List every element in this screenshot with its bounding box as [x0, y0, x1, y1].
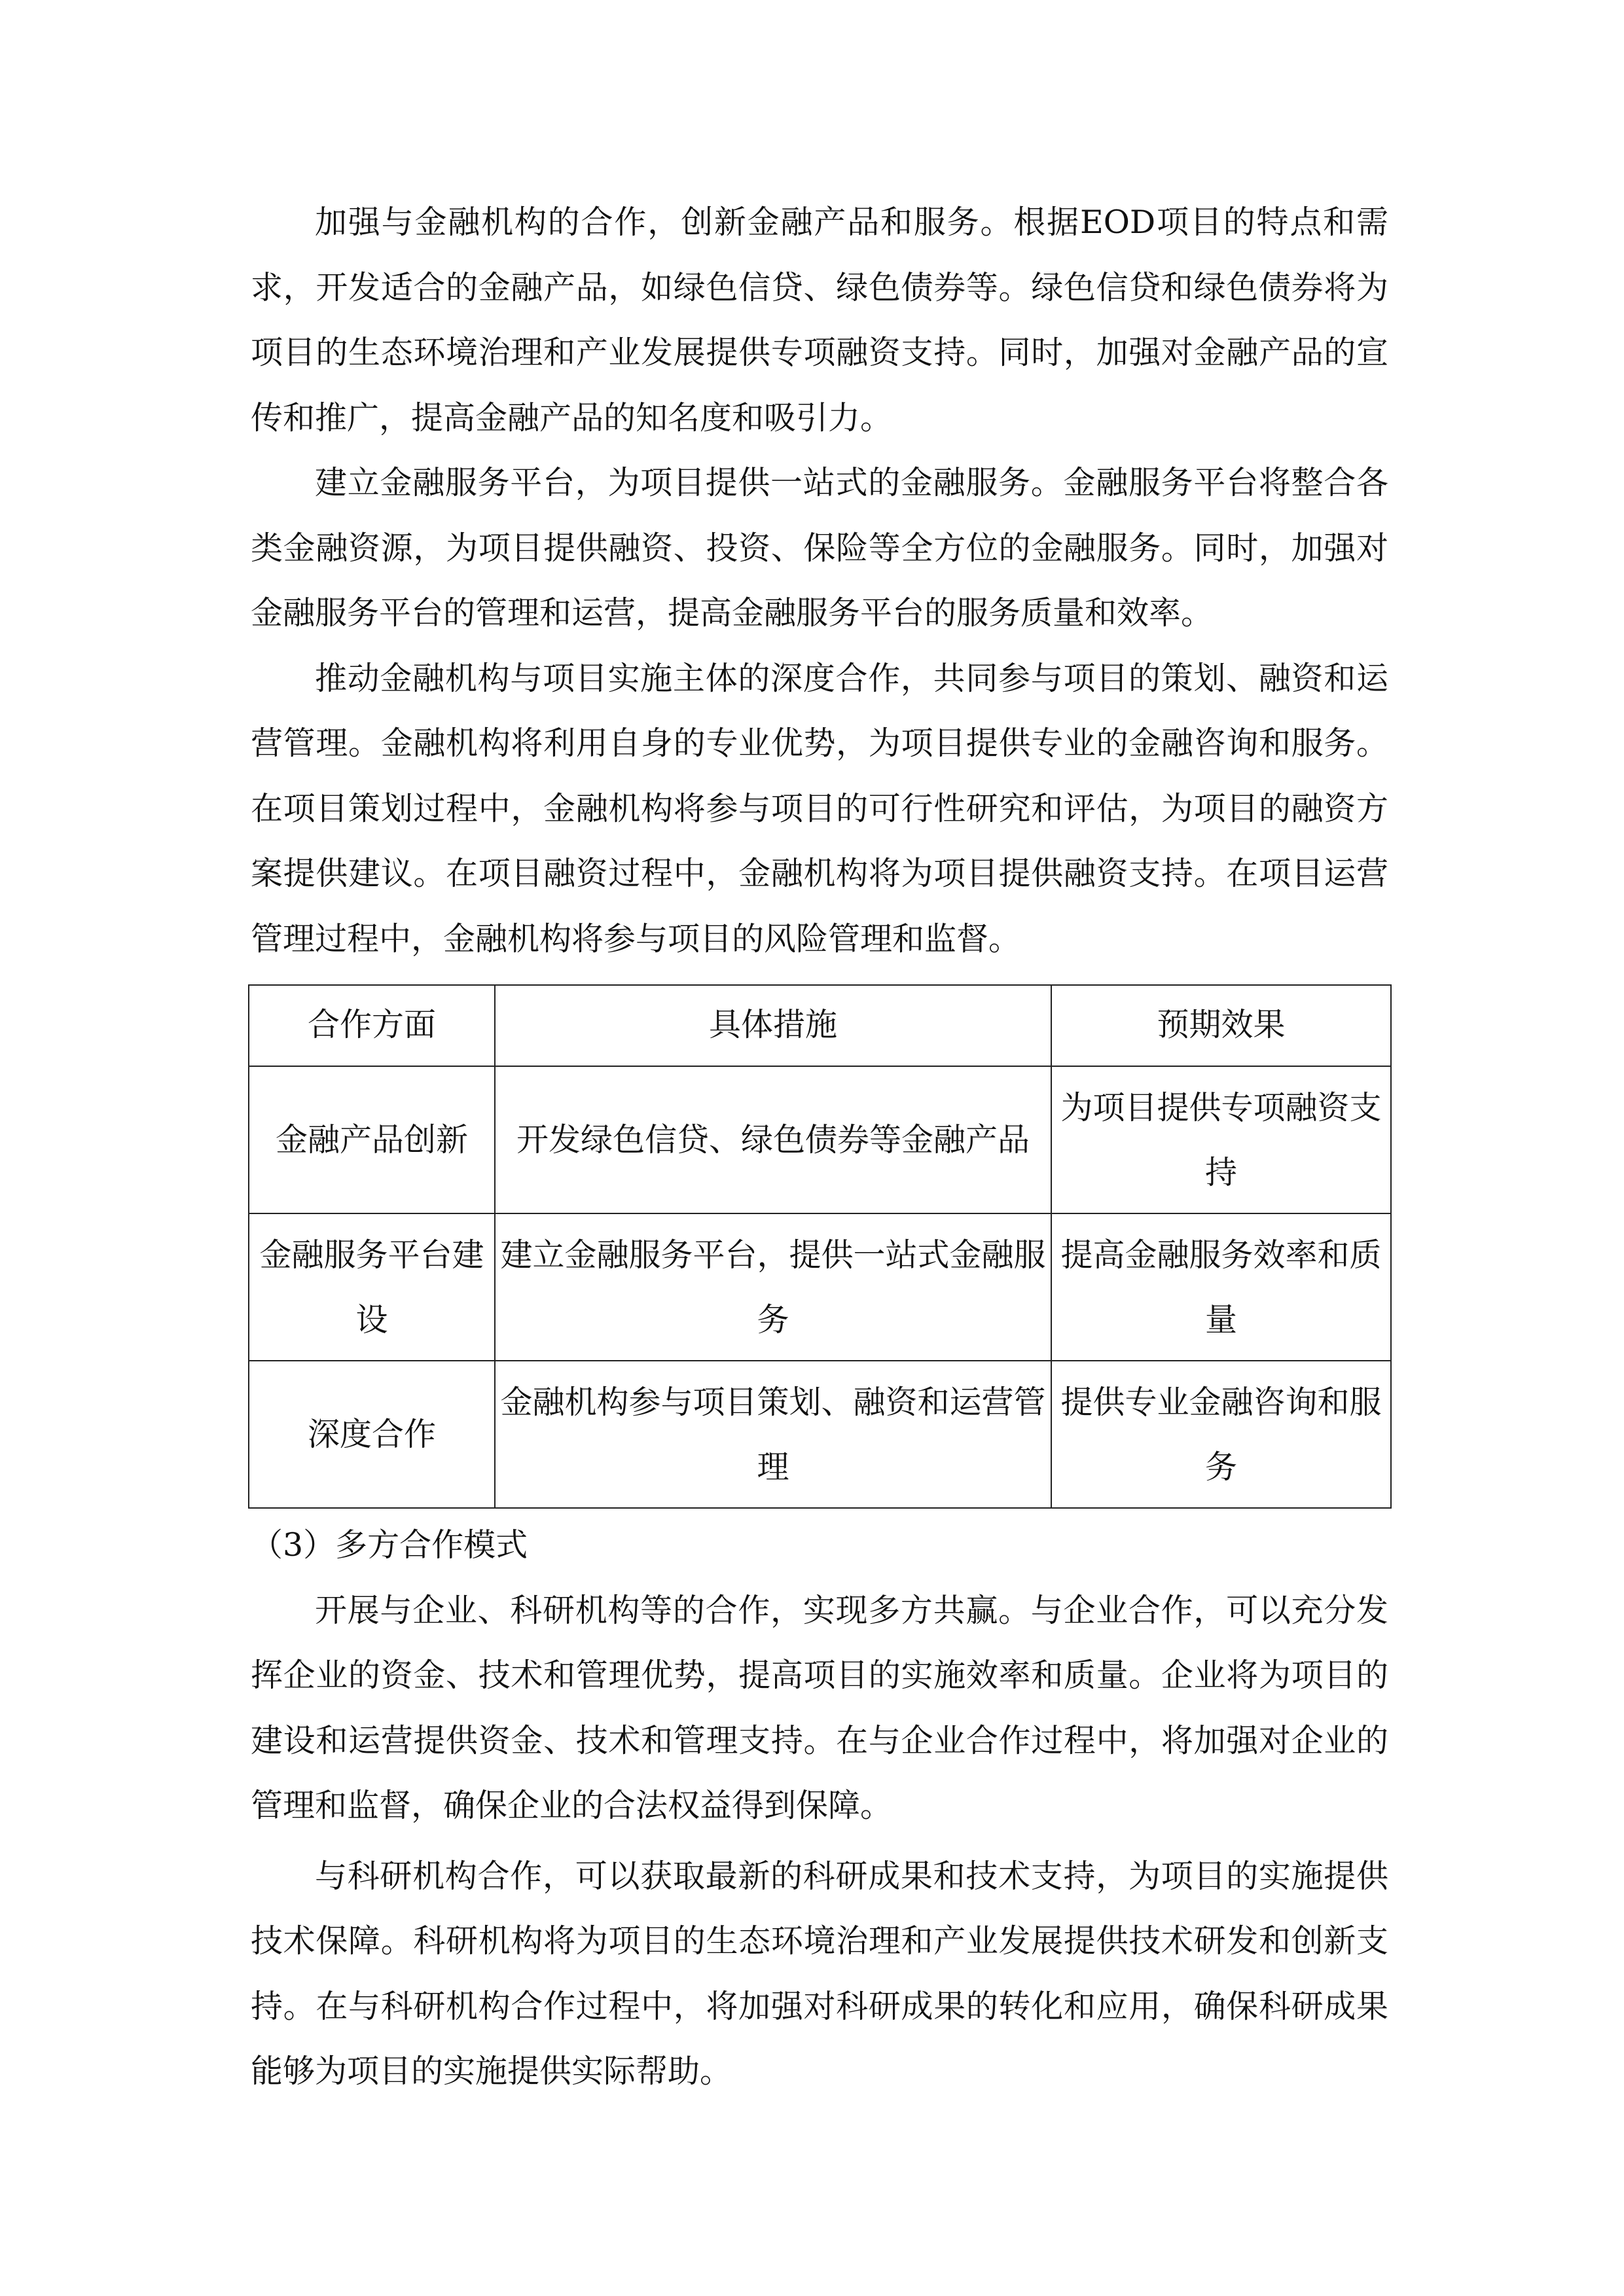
table-header: 预期效果 [1051, 985, 1391, 1066]
table-cell: 金融机构参与项目策划、融资和运营管理 [495, 1361, 1051, 1508]
table-header: 合作方面 [249, 985, 495, 1066]
table-cell: 提供专业金融咨询和服务 [1051, 1361, 1391, 1508]
body-text-bottom [251, 1513, 1388, 2104]
table-row [249, 1213, 1391, 1361]
table-header-row [249, 985, 1391, 1066]
table-cell: 金融服务平台建设 [249, 1213, 495, 1361]
table-cell: 为项目提供专项融资支持 [1051, 1066, 1391, 1213]
paragraph: 与科研机构合作，可以获取最新的科研成果和技术支持，为项目的实施提供技术保障。科研机构将为项目的生态环境治理和产业发展提供技术研发和创新支持。在与科研机构合作过程中，将加强对科研成果的转化和应用，确保科研成果能够为项目的实施提供实际帮助。 [251, 1857, 1388, 2090]
table-row [249, 1066, 1391, 1213]
body-text-top [251, 190, 1388, 971]
table-cell: 建立金融服务平台，提供一站式金融服务 [495, 1213, 1051, 1361]
table-cell: 深度合作 [249, 1361, 495, 1508]
table-cell: 开发绿色信贷、绿色债券等金融产品 [495, 1066, 1051, 1213]
table-cell: 提高金融服务效率和质量 [1051, 1213, 1391, 1361]
paragraph: 建立金融服务平台，为项目提供一站式的金融服务。金融服务平台将整合各类金融资源，为项目提供融资、投资、保险等全方位的金融服务。同时，加强对金融服务平台的管理和运营，提高金融服务平台的服务质量和效率。 [251, 464, 1388, 632]
cooperation-table [248, 984, 1392, 1509]
table-cell: 金融产品创新 [249, 1066, 495, 1213]
paragraph: 推动金融机构与项目实施主体的深度合作，共同参与项目的策划、融资和运营管理。金融机构将利用自身的专业优势，为项目提供专业的金融咨询和服务。在项目策划过程中，金融机构将参与项目的可行性研究和评估，为项目的融资方案提供建议。在项目融资过程中，金融机构将为项目提供融资支持。在项目运营管理过程中，金融机构将参与项目的风险管理和监督。 [251, 659, 1388, 958]
paragraph: 开展与企业、科研机构等的合作，实现多方共赢。与企业合作，可以充分发挥企业的资金、技术和管理优势，提高项目的实施效率和质量。企业将为项目的建设和运营提供资金、技术和管理支持。在与企业合作过程中，将加强对企业的管理和监督，确保企业的合法权益得到保障。 [251, 1591, 1388, 1824]
section-heading: （3）多方合作模式 [251, 1526, 528, 1564]
paragraph: 加强与金融机构的合作，创新金融产品和服务。根据EOD项目的特点和需求，开发适合的金融产品，如绿色信贷、绿色债券等。绿色信贷和绿色债券将为项目的生态环境治理和产业发展提供专项融资支持。同时，加强对金融产品的宣传和推广，提高金融产品的知名度和吸引力。 [251, 204, 1388, 437]
table-row [249, 1361, 1391, 1508]
table-header: 具体措施 [495, 985, 1051, 1066]
